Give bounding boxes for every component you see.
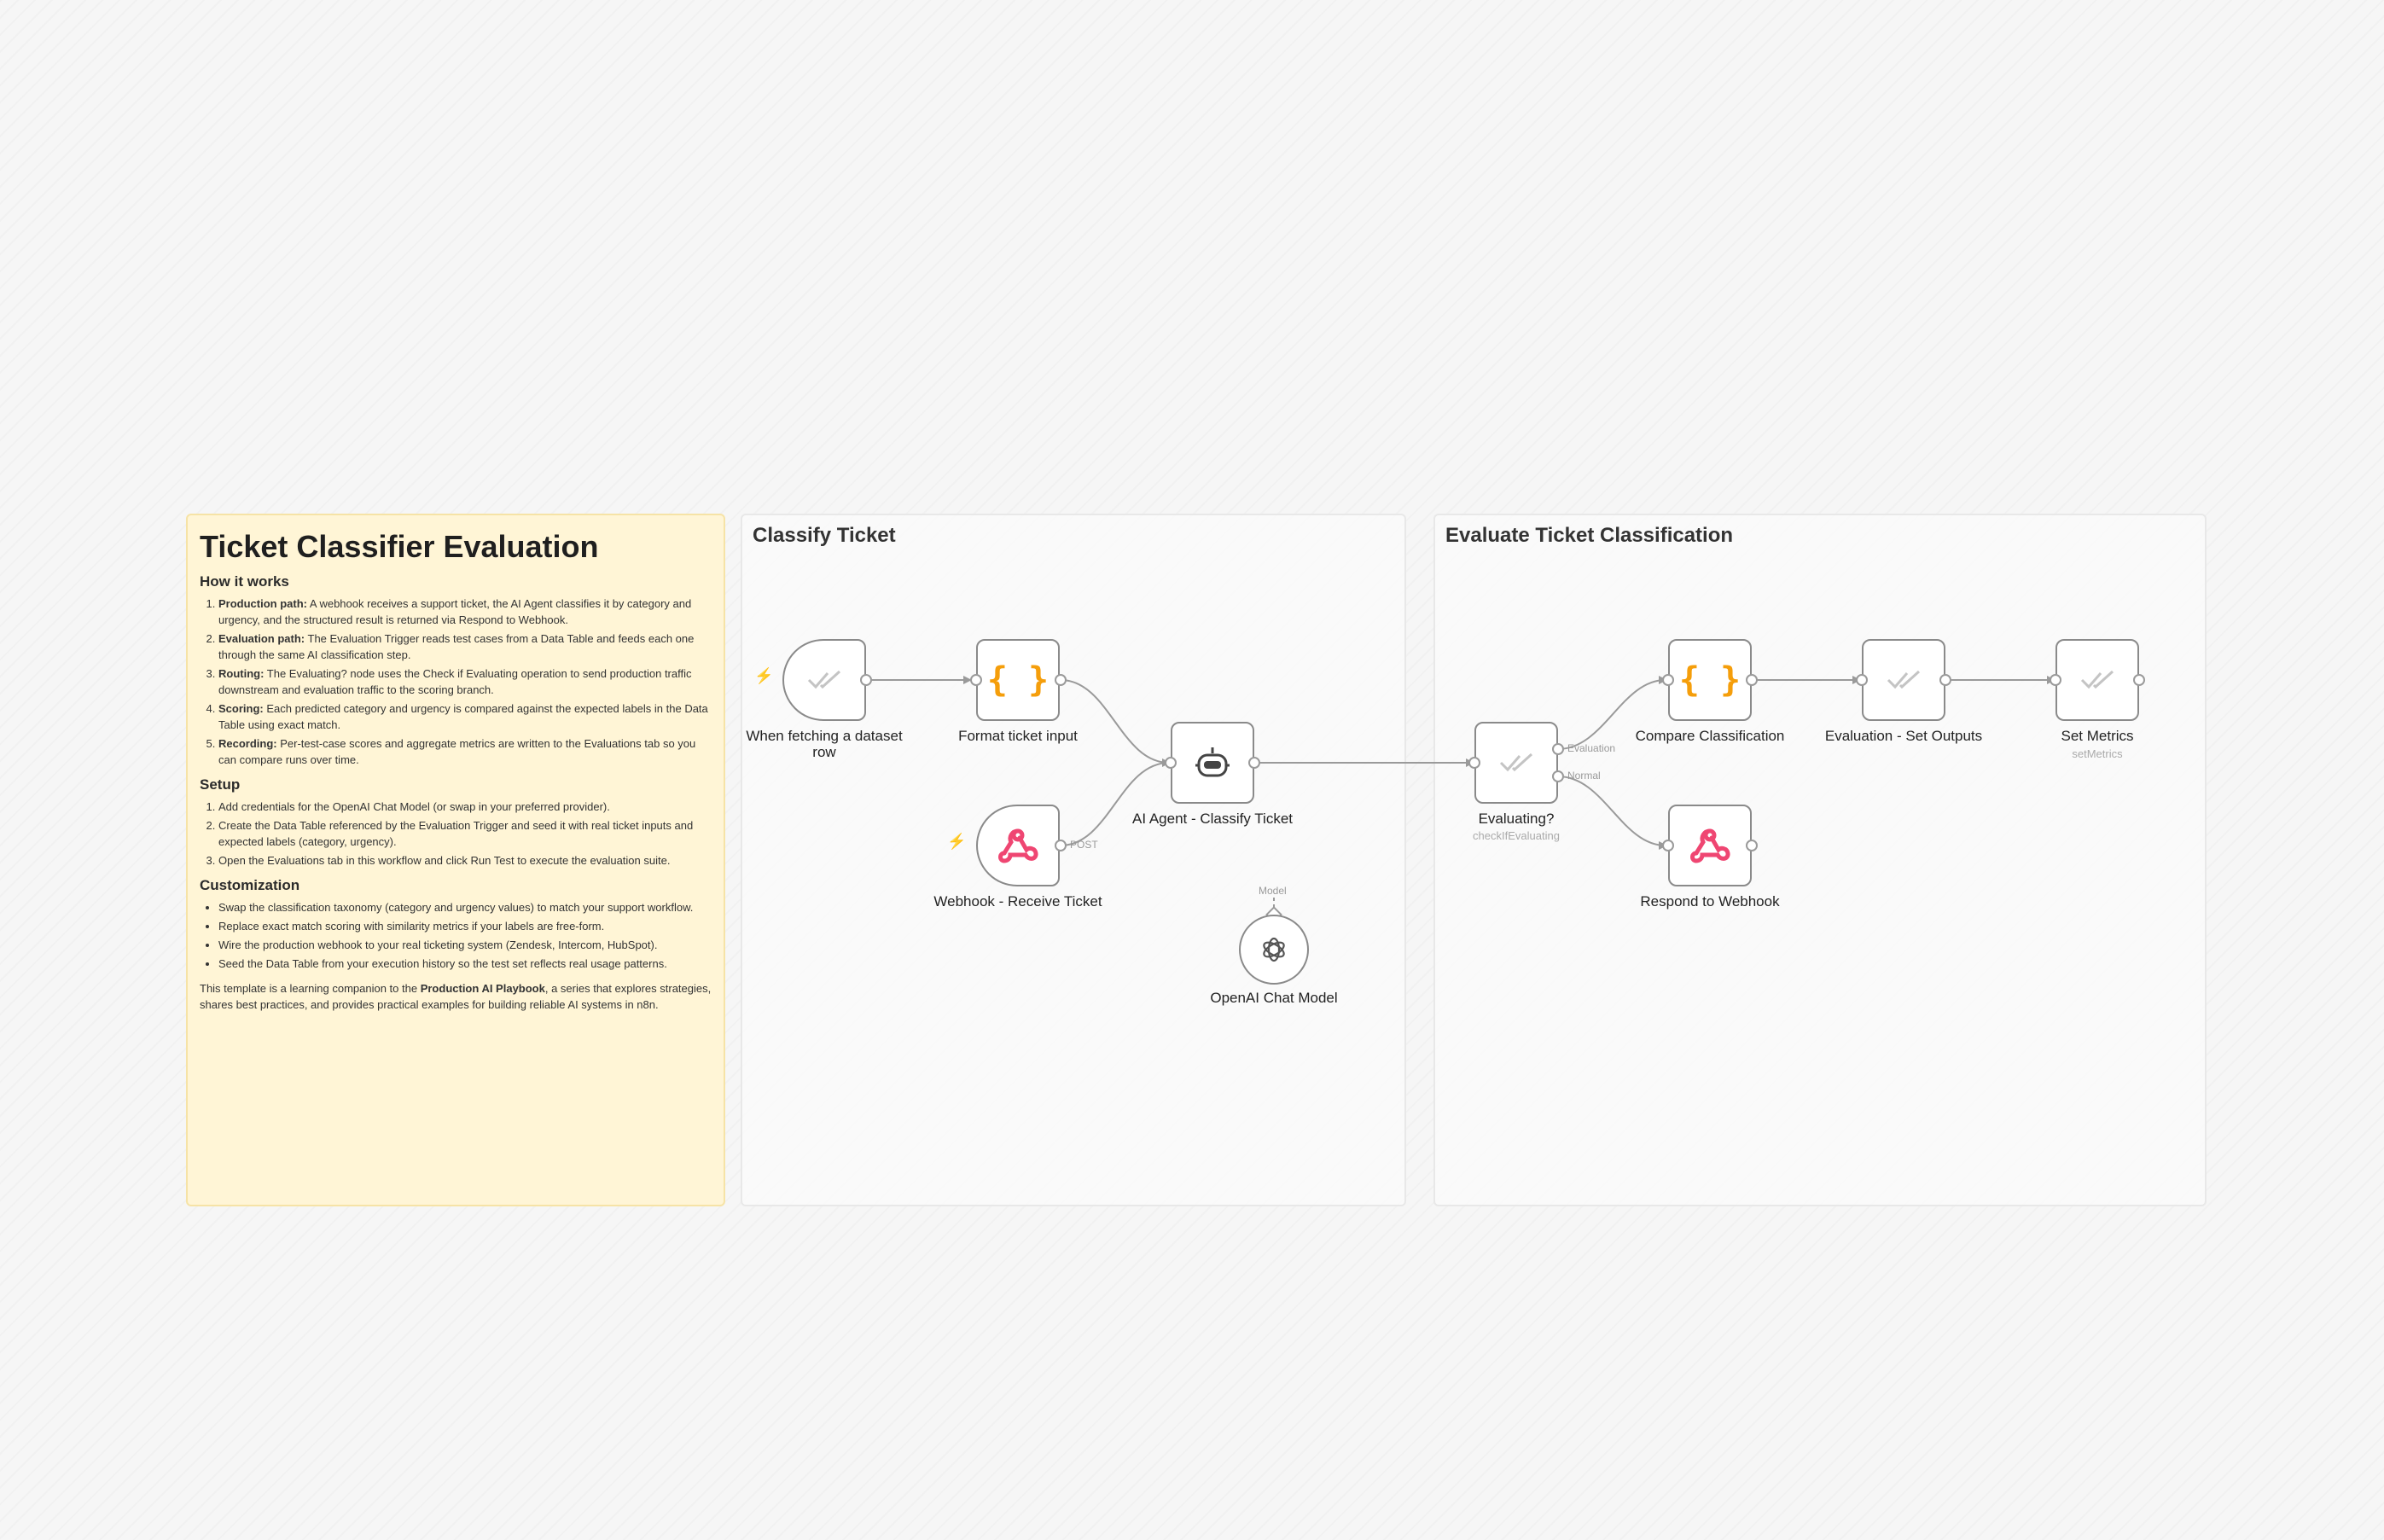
input-port[interactable] [970, 674, 982, 686]
node-label: AI Agent - Classify Ticket [1131, 811, 1293, 827]
node-label: When fetching a dataset row [746, 728, 903, 760]
code-braces-icon: { } [986, 660, 1050, 700]
how-it-works-heading: How it works [200, 573, 289, 590]
node-ai-agent-classify-ticket[interactable] [1171, 722, 1254, 804]
output-label-post: POST [1070, 839, 1098, 851]
sticky-title: Ticket Classifier Evaluation [200, 529, 599, 564]
evaluation-check-icon [2080, 668, 2114, 692]
output-port[interactable] [2133, 674, 2145, 686]
code-braces-icon: { } [1678, 660, 1741, 700]
setup-heading: Setup [200, 776, 241, 793]
node-label: Evaluating? [1478, 811, 1555, 827]
node-when-fetching-dataset-row[interactable] [782, 639, 866, 721]
sticky-footer: This template is a learning companion to the Production AI Playbook, a series that explores strategies, shares best practices, and provides practical examples for building reliable AI systems in n8n. [200, 982, 712, 1011]
node-evaluation-set-outputs[interactable] [1862, 639, 1945, 721]
node-label: Webhook - Receive Ticket [933, 893, 1102, 909]
node-openai-chat-model[interactable] [1239, 915, 1309, 985]
node-label: Evaluation - Set Outputs [1824, 728, 1983, 744]
node-compare-classification[interactable] [1668, 639, 1752, 721]
input-port[interactable] [1662, 840, 1674, 851]
node-evaluating[interactable] [1474, 722, 1558, 804]
node-webhook-receive-ticket[interactable] [976, 805, 1060, 886]
custom-item: • Seed the Data Table from your execution history so the test set reflects real usage patterns. [218, 956, 712, 972]
input-port[interactable] [1468, 757, 1480, 769]
setup-item: 1. Add credentials for the OpenAI Chat Model (or swap in your preferred provider). [218, 799, 712, 815]
output-label-normal: Normal [1567, 770, 1601, 782]
output-port[interactable] [1248, 757, 1260, 769]
input-port[interactable] [1856, 674, 1868, 686]
robot-icon [1194, 746, 1231, 780]
webhook-icon [1689, 826, 1731, 865]
setup-item: 2. Create the Data Table referenced by the Evaluation Trigger and seed it with real ticket inputs and expected labels (category, urgency). [218, 817, 712, 850]
output-port[interactable] [1055, 840, 1067, 851]
node-label: Set Metrics [2061, 728, 2134, 744]
group-title: Evaluate Ticket Classification [1445, 524, 1734, 547]
node-set-metrics[interactable] [2055, 639, 2139, 721]
evaluation-check-icon [1499, 751, 1533, 775]
edge-webhook-agent [1061, 763, 1169, 846]
setup-item: 3. Open the Evaluations tab in this workflow and click Run Test to execute the evaluation suite. [218, 852, 712, 869]
custom-item: • Swap the classification taxonomy (category and urgency values) to match your support workflow. [218, 899, 712, 915]
output-port[interactable] [1939, 674, 1951, 686]
how-item: 3. Routing: The Evaluating? node uses the Check if Evaluating operation to send production traffic downstream and evaluation traffic to the scoring branch. [218, 665, 712, 698]
output-port[interactable] [1746, 674, 1758, 686]
custom-item: • Replace exact match scoring with similarity metrics if your labels are free-form. [218, 918, 712, 934]
customization-heading: Customization [200, 877, 300, 893]
output-port[interactable] [1746, 840, 1758, 851]
evaluation-check-icon [1887, 668, 1921, 692]
openai-icon [1259, 934, 1289, 965]
node-respond-to-webhook[interactable] [1668, 805, 1752, 886]
input-port[interactable] [1165, 757, 1177, 769]
custom-item: • Wire the production webhook to your real ticketing system (Zendesk, Intercom, HubSpot). [218, 937, 712, 953]
edge-format-agent [1061, 680, 1169, 763]
node-label: Respond to Webhook [1640, 893, 1780, 909]
how-item: 5. Recording: Per-test-case scores and aggregate metrics are written to the Evaluations tab so you can compare runs over time. [218, 735, 712, 768]
output-port[interactable] [860, 674, 872, 686]
node-label: Format ticket input [958, 728, 1078, 744]
how-item: 1. Production path: A webhook receives a support ticket, the AI Agent classifies it by category and urgency, and the structured result is returned via Respond to Webhook. [218, 596, 712, 628]
input-port[interactable] [1662, 674, 1674, 686]
trigger-bolt-icon: ⚡ [754, 667, 774, 684]
node-format-ticket-input[interactable] [976, 639, 1060, 721]
node-label: OpenAI Chat Model [1210, 990, 1338, 1006]
group-title: Classify Ticket [753, 524, 896, 547]
trigger-bolt-icon: ⚡ [947, 833, 967, 850]
node-subtitle: setMetrics [2072, 747, 2123, 760]
output-port-normal[interactable] [1552, 770, 1564, 782]
how-item: 2. Evaluation path: The Evaluation Trigger reads test cases from a Data Table and feeds each one through the same AI classification step. [218, 631, 712, 663]
node-subtitle: checkIfEvaluating [1473, 829, 1560, 842]
output-port[interactable] [1055, 674, 1067, 686]
input-port[interactable] [2050, 674, 2061, 686]
webhook-icon [997, 826, 1039, 865]
evaluation-check-icon [807, 668, 841, 692]
model-port-label: Model [1259, 885, 1287, 897]
output-label-evaluation: Evaluation [1567, 742, 1616, 754]
how-item: 4. Scoring: Each predicted category and urgency is compared against the expected labels in the Data Table using exact match. [218, 700, 712, 733]
node-label: Compare Classification [1635, 728, 1785, 744]
output-port-evaluation[interactable] [1552, 743, 1564, 755]
